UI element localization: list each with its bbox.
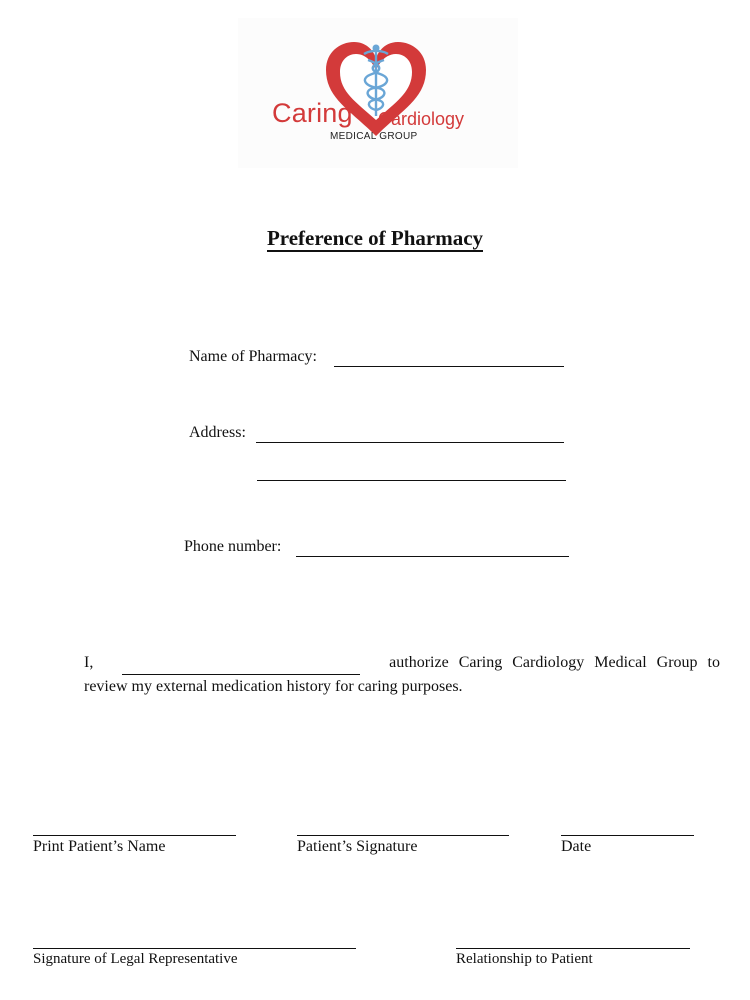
address-line-1[interactable] — [256, 442, 564, 443]
authorization-line-2: review my external medication history for caring purposes. — [84, 678, 463, 695]
page-title-text: Preference of Pharmacy — [266, 226, 484, 250]
logo-tagline: MEDICAL GROUP — [330, 131, 418, 142]
relationship-line[interactable] — [456, 948, 690, 949]
patient-signature-label: Patient’s Signature — [297, 838, 418, 855]
authorization-prefix: I, — [84, 654, 94, 671]
address-label: Address: — [189, 424, 246, 441]
logo-brand-secondary: Cardiology — [378, 109, 465, 129]
patient-signature-line[interactable] — [297, 835, 509, 836]
date-line[interactable] — [561, 835, 694, 836]
print-name-line[interactable] — [33, 835, 236, 836]
phone-label: Phone number: — [184, 538, 282, 555]
print-name-label: Print Patient’s Name — [33, 838, 166, 855]
address-line-2[interactable] — [257, 480, 566, 481]
date-label: Date — [561, 838, 592, 855]
authorization-name-line[interactable] — [122, 658, 360, 675]
authorization-paragraph — [84, 651, 720, 699]
relationship-label: Relationship to Patient — [456, 951, 593, 967]
authorization-line-1 — [84, 651, 720, 675]
legal-rep-line[interactable] — [33, 948, 356, 949]
pharmacy-name-line[interactable] — [334, 366, 564, 367]
authorization-line-1-text: authorize Caring Cardiology Medical Group to — [389, 654, 720, 671]
page-title — [0, 226, 750, 251]
logo-brand-primary: Caring — [272, 98, 353, 128]
phone-line[interactable] — [296, 556, 569, 557]
legal-rep-label: Signature of Legal Representative — [33, 951, 238, 967]
pharmacy-name-label: Name of Pharmacy: — [189, 348, 317, 365]
